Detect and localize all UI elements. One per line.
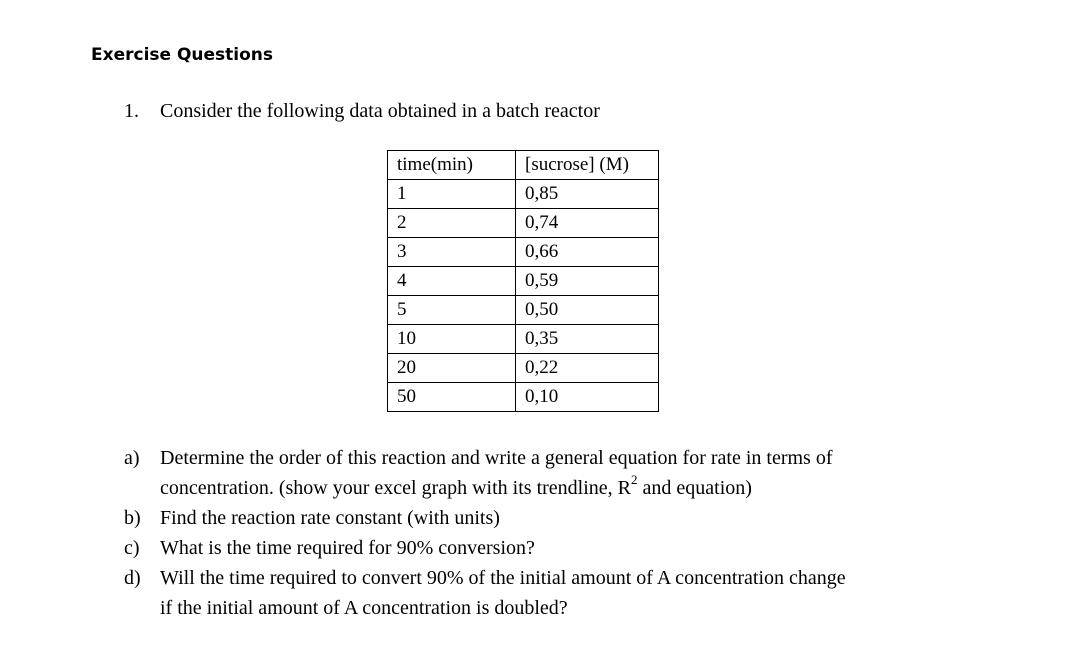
sucrose-cell: 0,74 <box>516 209 659 238</box>
subquestion-letter: c) <box>124 537 140 559</box>
subquestion-c <box>124 533 1024 563</box>
table-row <box>388 267 659 296</box>
superscript-2: 2 <box>631 472 638 488</box>
time-cell: 50 <box>388 383 516 412</box>
question-number: 1. <box>124 100 139 122</box>
table-row <box>388 296 659 325</box>
subquestion-text <box>160 443 1024 503</box>
table-row <box>388 354 659 383</box>
subquestion-letter: d) <box>124 567 141 589</box>
subquestion-text <box>160 563 1024 623</box>
header-sucrose: [sucrose] (M) <box>516 151 659 180</box>
data-table <box>387 150 659 412</box>
section-heading: Exercise Questions <box>91 45 274 65</box>
subquestion-d <box>124 563 1024 623</box>
time-cell: 2 <box>388 209 516 238</box>
subquestion-a-line2-post: and equation) <box>637 477 752 499</box>
sucrose-cell: 0,10 <box>516 383 659 412</box>
time-cell: 20 <box>388 354 516 383</box>
time-cell: 1 <box>388 180 516 209</box>
subquestion-a-line1: Determine the order of this reaction and write a general equation for rate in terms of <box>160 447 833 469</box>
subquestion-text: What is the time required for 90% conversion? <box>160 537 535 559</box>
header-time: time(min) <box>388 151 516 180</box>
sucrose-cell: 0,50 <box>516 296 659 325</box>
subquestion-list <box>124 443 1024 623</box>
subquestion-d-line2: if the initial amount of A concentration is doubled? <box>160 597 568 619</box>
subquestion-d-line1: Will the time required to convert 90% of the initial amount of A concentration change <box>160 567 846 589</box>
table-row <box>388 180 659 209</box>
question-text: Consider the following data obtained in a batch reactor <box>160 100 600 122</box>
table-row <box>388 238 659 267</box>
subquestion-text: Find the reaction rate constant (with units) <box>160 507 500 529</box>
time-cell: 5 <box>388 296 516 325</box>
table-row <box>388 209 659 238</box>
sucrose-cell: 0,59 <box>516 267 659 296</box>
subquestion-letter: b) <box>124 507 141 529</box>
sucrose-cell: 0,66 <box>516 238 659 267</box>
table-header-row <box>388 151 659 180</box>
question-1 <box>124 98 600 124</box>
time-cell: 3 <box>388 238 516 267</box>
table-row <box>388 383 659 412</box>
subquestion-letter: a) <box>124 447 140 469</box>
sucrose-cell: 0,22 <box>516 354 659 383</box>
sucrose-cell: 0,35 <box>516 325 659 354</box>
subquestion-b <box>124 503 1024 533</box>
subquestion-a-line2-pre: concentration. (show your excel graph with its trendline, R <box>160 477 631 499</box>
time-cell: 10 <box>388 325 516 354</box>
subquestion-a <box>124 443 1024 503</box>
sucrose-cell: 0,85 <box>516 180 659 209</box>
time-cell: 4 <box>388 267 516 296</box>
table-row <box>388 325 659 354</box>
